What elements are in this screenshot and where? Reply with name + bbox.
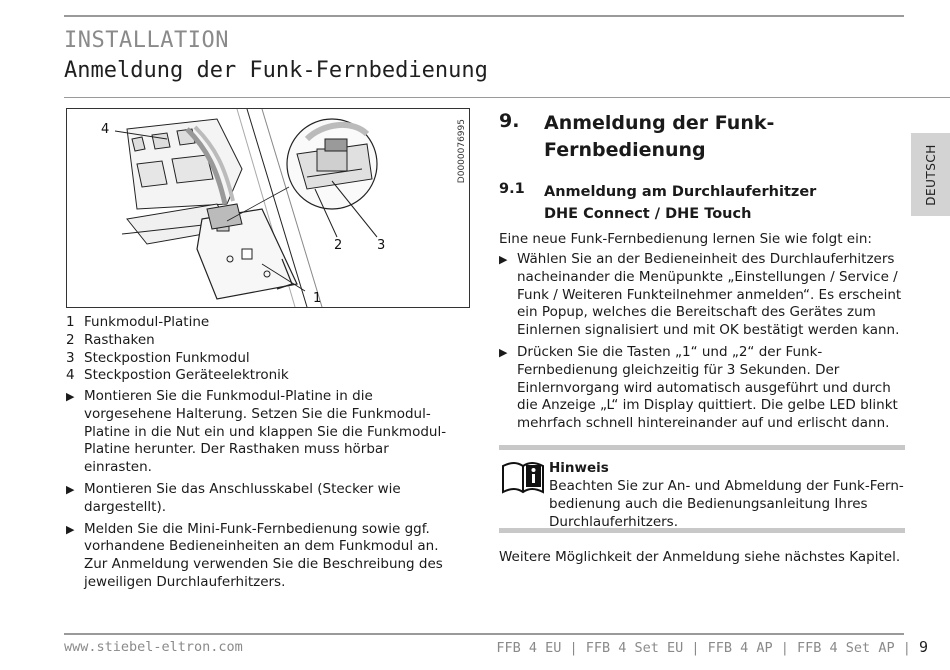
bullet-arrow-icon: ▶ <box>66 482 75 496</box>
page-number: 9 <box>918 638 928 656</box>
legend-item: 4 Steckpostion Geräteelektronik <box>66 367 289 384</box>
intro-text: Eine neue Funk-Fernbedienung lernen Sie wie folgt ein: <box>499 231 872 247</box>
note-box <box>499 445 905 533</box>
note-text: Beachten Sie zur An- und Abmeldung der Funk-Fernbedienung auch die Bedienungsanleitung Ihres Durchlauferhitzers. <box>549 478 904 530</box>
top-rule <box>64 15 904 17</box>
section-number: 9. <box>499 110 520 132</box>
technical-drawing <box>67 109 469 307</box>
language-tab-label: DEUTSCH <box>923 143 938 206</box>
callout-1: 1 <box>313 291 322 306</box>
header-rule <box>64 97 950 98</box>
callout-4: 4 <box>101 122 110 137</box>
subsection-heading: Anmeldung am Durchlauferhitzer DHE Connect / DHE Touch <box>544 184 817 222</box>
step-item: ▶ Drücken Sie die Tasten „1“ und „2“ der Funk-Fernbedienung gleichzeitig für 3 Sekunden. Der Einlernvorgang wird automatisch ausgeführt und durch die Anzeige „L“ im Display quittiert. Die gelbe LED blinkt mehrfach schnell hintereinander auf und erlischt dann. <box>499 343 898 432</box>
callout-2: 2 <box>334 238 343 253</box>
legend-item: 3 Steckpostion Funkmodul <box>66 349 250 366</box>
further-info-text: Weitere Möglichkeit der Anmeldung siehe nächstes Kapitel. <box>499 549 901 565</box>
language-tab <box>911 133 950 216</box>
installation-figure <box>66 108 470 308</box>
legend-item: 1 Funkmodul-Platine <box>66 314 210 330</box>
page-title: Anmeldung der Funk-Fernbedienung <box>64 58 488 83</box>
subsection-number: 9.1 <box>499 181 525 197</box>
figure-code: D0000076995 <box>457 119 467 184</box>
bullet-arrow-icon: ▶ <box>66 390 75 403</box>
bullet-arrow-icon: ▶ <box>499 253 508 266</box>
callout-3: 3 <box>377 238 386 253</box>
step-item: ▶ Wählen Sie an der Bedieneinheit des Durchlauferhitzers nacheinander die Menüpunkte „Einstellungen / Service / Funk / Weiteren Funkteilnehmer anmelden“. Es erscheint ein Popup, welches die Bereitschaft des Gerätes zum Einlernen signalisiert und mit OK bestätigt werden kann. <box>499 251 902 339</box>
footer-url: www.stiebel-eltron.com <box>64 639 243 655</box>
figure-legend <box>66 314 466 385</box>
info-book-icon <box>501 460 545 496</box>
left-steps <box>66 388 458 596</box>
legend-item: 2 Rasthaken <box>66 331 155 348</box>
section-label: INSTALLATION <box>64 28 229 53</box>
right-steps <box>499 251 904 437</box>
step-item: ▶ Montieren Sie das Anschlusskabel (Stecker wie dargestellt). <box>66 480 401 515</box>
note-title: Hinweis <box>549 460 609 476</box>
footer-models <box>496 638 928 656</box>
step-item: ▶ Melden Sie die Mini-Funk-Fernbedienung sowie ggf. vorhandene Bedieneinheiten an dem Funkmodul an. Zur Anmeldung verwenden Sie die Beschreibung des jeweiligen Durchlauferhitzers. <box>66 520 443 590</box>
footer-rule <box>64 633 904 635</box>
bullet-arrow-icon: ▶ <box>66 522 75 536</box>
section-heading: Anmeldung der Funk-Fernbedienung <box>544 112 775 161</box>
footer-model-list: FFB 4 EU | FFB 4 Set EU | FFB 4 AP | FFB 4 Set AP | <box>496 640 911 656</box>
step-item: ▶ Montieren Sie die Funkmodul-Platine in die vorgesehene Halterung. Setzen Sie die Funkmodul-Platine in die Nut ein und klappen Sie die Funkmodul-Platine herunter. Der Rasthaken muss hörbar einrasten. <box>66 388 447 476</box>
bullet-arrow-icon: ▶ <box>499 345 508 359</box>
